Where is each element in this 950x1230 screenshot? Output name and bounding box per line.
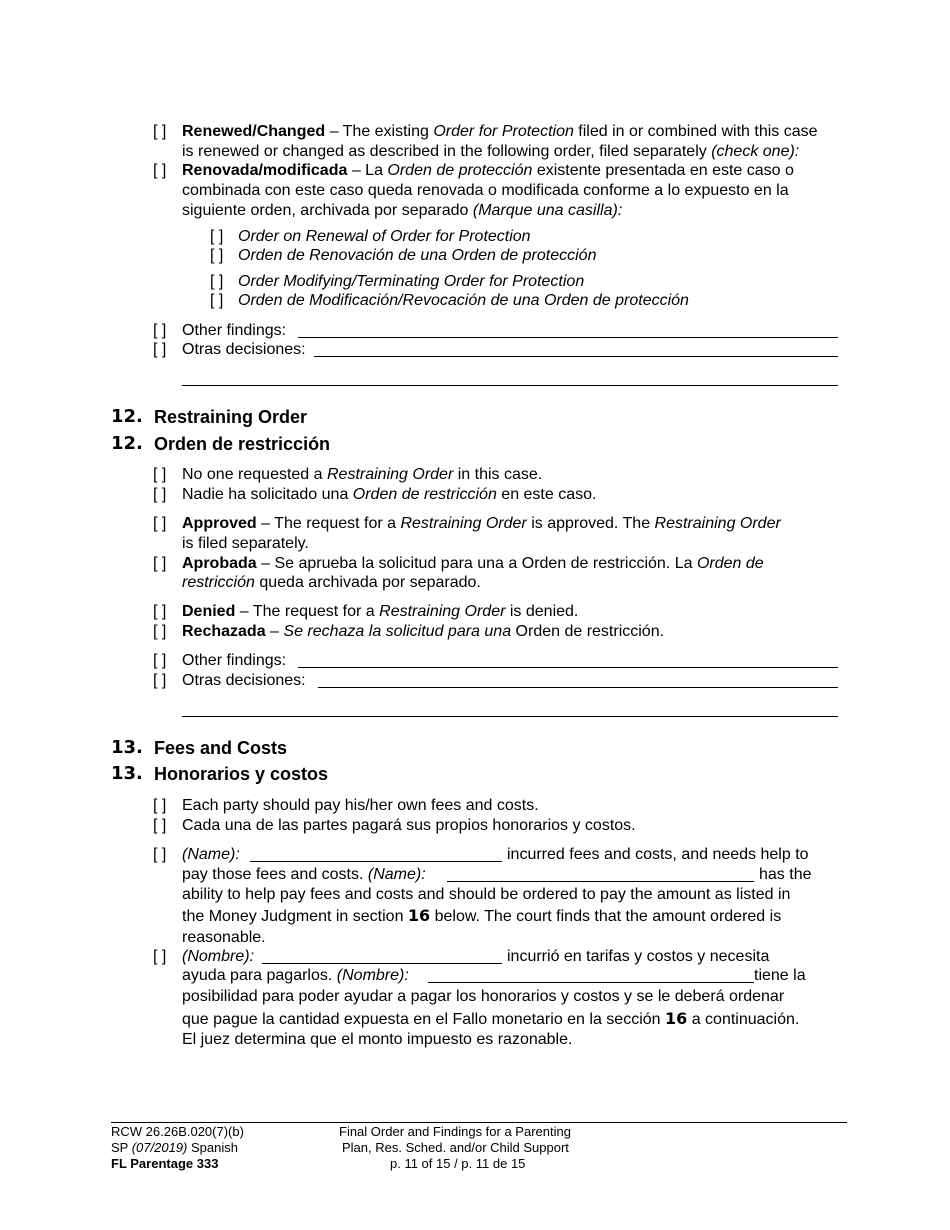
no-request-en: No one requested a Restraining Order in this case. [182,466,543,483]
fees-help-es-line3: posibilidad para poder ayudar a pagar los honorarios y costos y se le deberá ordenar [182,988,785,1005]
checkbox-rechazada[interactable]: [ ] [153,623,167,640]
extra-line-2[interactable] [182,716,838,717]
fees-help-es-line1-rest: incurrió en tarifas y costos y necesita [507,948,770,965]
checkbox-approved[interactable]: [ ] [153,515,167,532]
checkbox-renovada[interactable]: [ ] [153,162,167,179]
otras-decisiones-label-1: Otras decisiones: [182,341,306,358]
section-13-number-es: 13. [111,763,143,784]
renovada-es-line3: siguiente orden, archivada por separado (Marque una casilla): [182,202,623,219]
section-13-number: 13. [111,737,143,758]
other-findings-field-2[interactable] [298,667,838,668]
fees-help-en-line1-rest: incurred fees and costs, and needs help to [507,846,809,863]
section-12-title-es: Orden de restricción [154,434,331,454]
section-13-title-es: Honorarios y costos [154,764,329,784]
renovada-es-line1: Renovada/modificada – La Orden de protección existente presentada en este caso o [182,162,794,179]
approved-line2: is filed separately. [182,535,309,552]
fees-help-en-line1: (Name): [182,846,240,863]
fees-help-es-line2: ayuda para pagarlos. (Nombre): [182,967,409,984]
footer-rule [111,1122,847,1123]
name-field-1[interactable] [250,861,502,862]
other-findings-label-2: Other findings: [182,652,287,669]
checkbox-fees-help-es[interactable]: [ ] [153,948,167,965]
fees-help-en-line3: ability to help pay fees and costs and should be ordered to pay the amount as listed in [182,886,791,903]
renewed-en-line2: is renewed or changed as described in the following order, filed separately (check one): [182,143,800,160]
nombre-field-1[interactable] [262,963,502,964]
checkbox-propios-honorarios[interactable]: [ ] [153,817,167,834]
section-12-title-en: Restraining Order [154,407,308,427]
extra-line-1[interactable] [182,385,838,386]
order-modifying-es: Orden de Modificación/Revocación de una Orden de protección [238,292,689,309]
aprobada-line2: restricción queda archivada por separado. [182,574,481,591]
checkbox-orden-modificacion[interactable]: [ ] [210,292,224,309]
fees-help-en-line4: the Money Judgment in section 16 below. The court finds that the amount ordered is [182,906,782,925]
otras-decisiones-field-1[interactable] [314,356,838,357]
fees-help-es-line2-rest: tiene la [754,967,806,984]
checkbox-aprobada[interactable]: [ ] [153,555,167,572]
footer-page-number: p. 11 of 15 / p. 11 de 15 [390,1156,526,1171]
checkbox-otras-decisiones-2[interactable]: [ ] [153,672,167,689]
no-request-es: Nadie ha solicitado una Orden de restricción en este caso. [182,486,597,503]
own-fees-en: Each party should pay his/her own fees and costs. [182,797,539,814]
name-field-2[interactable] [447,881,754,882]
footer-form-id: FL Parentage 333 [111,1156,219,1171]
checkbox-nadie[interactable]: [ ] [153,486,167,503]
nombre-field-2[interactable] [428,982,754,983]
checkbox-own-fees[interactable]: [ ] [153,797,167,814]
footer-sp: SP (07/2019) Spanish [111,1140,238,1155]
renovada-es-line2: combinada con este caso queda renovada o modificada conforme a lo expuesto en la [182,182,789,199]
approved-line1: Approved – The request for a Restraining Order is approved. The Restraining Order [182,515,781,532]
section-13-title-en: Fees and Costs [154,738,288,758]
order-renewal-en: Order on Renewal of Order for Protection [238,228,531,245]
fees-help-en-line5: reasonable. [182,929,266,946]
checkbox-other-findings-1[interactable]: [ ] [153,322,167,339]
footer-title-line2: Plan, Res. Sched. and/or Child Support [342,1140,569,1155]
rechazada-line: Rechazada – Se rechaza la solicitud para una Orden de restricción. [182,623,665,640]
aprobada-line1: Aprobada – Se aprueba la solicitud para una a Orden de restricción. La Orden de [182,555,764,572]
own-fees-es: Cada una de las partes pagará sus propios honorarios y costos. [182,817,636,834]
section-12-number: 12. [111,406,143,427]
checkbox-renewed[interactable]: [ ] [153,123,167,140]
order-renewal-es: Orden de Renovación de una Orden de protección [238,247,597,264]
section-12-number-es: 12. [111,433,143,454]
footer-title-line1: Final Order and Findings for a Parenting [339,1124,571,1139]
checkbox-other-findings-2[interactable]: [ ] [153,652,167,669]
fees-help-es-line1: (Nombre): [182,948,255,965]
footer-rcw: RCW 26.26B.020(7)(b) [111,1124,244,1139]
checkbox-orden-renovacion[interactable]: [ ] [210,247,224,264]
otras-decisiones-label-2: Otras decisiones: [182,672,306,689]
otras-decisiones-field-2[interactable] [318,687,838,688]
renewed-en-line1: Renewed/Changed – The existing Order for Protection filed in or combined with this case [182,123,818,140]
fees-help-es-line5: El juez determina que el monto impuesto es razonable. [182,1031,573,1048]
fees-help-en-line2: pay those fees and costs. (Name): [182,866,426,883]
denied-line: Denied – The request for a Restraining Order is denied. [182,603,579,620]
fees-help-es-line4: que pague la cantidad expuesta en el Fallo monetario en la sección 16 a continuación. [182,1009,800,1028]
other-findings-field-1[interactable] [298,337,838,338]
checkbox-denied[interactable]: [ ] [153,603,167,620]
checkbox-no-request[interactable]: [ ] [153,466,167,483]
checkbox-order-renewal[interactable]: [ ] [210,228,224,245]
checkbox-otras-decisiones-1[interactable]: [ ] [153,341,167,358]
checkbox-order-modifying[interactable]: [ ] [210,273,224,290]
other-findings-label-1: Other findings: [182,322,287,339]
order-modifying-en: Order Modifying/Terminating Order for Protection [238,273,585,290]
checkbox-fees-help-en[interactable]: [ ] [153,846,167,863]
fees-help-en-line2-rest: has the [759,866,812,883]
